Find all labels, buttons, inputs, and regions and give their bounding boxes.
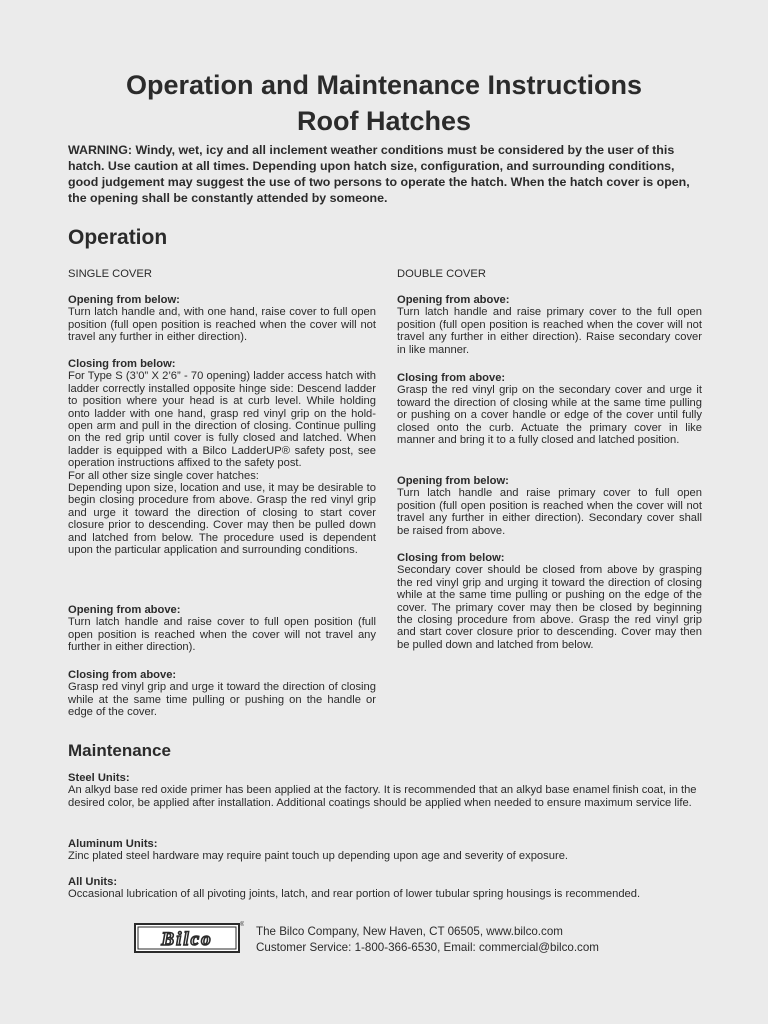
section-text: For all other size single cover hatches: bbox=[68, 469, 259, 482]
section-text: Grasp red vinyl grip and urge it toward the direction of closing while at the same time pulling or pushing on the handle or edge of the cover. bbox=[68, 681, 376, 719]
svg-text:Bilco: Bilco bbox=[161, 929, 213, 950]
section-text: Depending upon size, location and use, it may be desirable to begin closing procedure from above. Grasp the red vinyl grip and urge it toward the direction of closing to start cover closure prior to descending. Cover may then be pulled down and latched from below. The procedure used is dependent upon the particular application and surrounding conditions. bbox=[68, 482, 376, 557]
section-heading: Aluminum Units: bbox=[68, 838, 158, 850]
operation-heading: Operation bbox=[68, 226, 168, 249]
single-opening-below-section bbox=[68, 294, 376, 344]
maintenance-heading: Maintenance bbox=[68, 741, 171, 760]
double-cover-heading: DOUBLE COVER bbox=[397, 268, 486, 280]
section-text: For Type S (3’0” X 2’6” - 70 opening) ladder access hatch with ladder correctly installed opposite hinge side: Descend ladder to position where your head is at curb level. While holding onto ladder with one hand, grasp red vinyl grip on the hold-open arm and pull in the direction of closing. Continue pulling on the red grip until cover is fully closed and latched. When ladder is equipped with a Bilco LadderUP® safety post, see operation instructions affixed to the safety post. bbox=[68, 370, 376, 470]
bilco-logo-graphic bbox=[134, 920, 244, 955]
warning-paragraph: WARNING: Windy, wet, icy and all inclement weather conditions must be considered by the user of this hatch. Use caution at all times. Depending upon hatch size, configuration, and surrounding conditions, good judgement may suggest the use of two persons to operate the hatch. When the hatch cover is open, the opening shall be constantly attended by someone. bbox=[68, 143, 690, 205]
section-heading: Opening from below: bbox=[68, 294, 180, 306]
aluminum-units-section bbox=[68, 838, 702, 863]
section-text: Zinc plated steel hardware may require paint touch up depending upon age and severity of exposure. bbox=[68, 850, 569, 863]
section-text: Occasional lubrication of all pivoting joints, latch, and rear portion of lower tubular spring housings is recommended. bbox=[68, 888, 641, 901]
single-cover-heading: SINGLE COVER bbox=[68, 268, 152, 280]
single-closing-below-section bbox=[68, 358, 376, 557]
section-text: Turn latch handle and raise cover to full open position (full open position is reached when the cover will not travel any further in either direction). bbox=[68, 616, 376, 654]
section-heading: Closing from below: bbox=[68, 358, 176, 370]
all-units-section bbox=[68, 876, 702, 901]
section-heading: Opening from below: bbox=[397, 475, 509, 487]
section-heading: Opening from above: bbox=[68, 604, 181, 616]
footer-contact: Customer Service: 1-800-366-6530, Email: commercial@bilco.com bbox=[256, 941, 599, 954]
section-heading: Opening from above: bbox=[397, 294, 510, 306]
footer-address: The Bilco Company, New Haven, CT 06505, www.bilco.com bbox=[256, 925, 563, 938]
double-opening-above-section bbox=[397, 294, 702, 356]
double-closing-below-section bbox=[397, 552, 702, 651]
svg-text:®: ® bbox=[240, 922, 244, 928]
section-heading: Steel Units: bbox=[68, 772, 130, 784]
section-text: Turn latch handle and raise primary cover to full open position (full open position is reached when the cover will not travel any further in either direction). Secondary cover shall be raised from above. bbox=[397, 487, 702, 537]
section-text: An alkyd base red oxide primer has been applied at the factory. It is recommended that an alkyd base enamel finish coat, in the desired color, be applied after installation. Additional coatings should be applied when needed to ensure maximum service life. bbox=[68, 784, 697, 809]
document-title-line1: Operation and Maintenance Instructions bbox=[125, 70, 643, 100]
section-heading: Closing from above: bbox=[68, 669, 177, 681]
single-opening-above-section bbox=[68, 604, 376, 654]
section-text: Grasp the red vinyl grip on the secondary cover and urge it toward the direction of closing while at the same time pulling or pushing on a cover handle or edge of the cover until fully closed onto the curb. Actuate the primary cover in like manner and bring it to a fully closed and latched position. bbox=[397, 384, 702, 447]
section-text: Secondary cover should be closed from above by grasping the red vinyl grip and urging it toward the direction of closing while at the same time pulling or pushing on the edge of the cover. The primary cover may then be closed by beginning the closing procedure from above. Grasp the red vinyl grip and start cover closure prior to descending. Cover may then be pulled down and latched from below. bbox=[397, 564, 702, 651]
single-closing-above-section bbox=[68, 669, 376, 719]
section-heading: Closing from above: bbox=[397, 372, 506, 384]
steel-units-section bbox=[68, 772, 702, 809]
bilco-logo bbox=[134, 920, 244, 955]
section-text: Turn latch handle and, with one hand, raise cover to full open position (full open position is reached when the cover will not travel any further in either direction). bbox=[68, 306, 376, 344]
section-heading: Closing from below: bbox=[397, 552, 505, 564]
section-text: Turn latch handle and raise primary cover to the full open position (full open position is reached when the cover will not travel any further in either direction). Raise secondary cover in like manner. bbox=[397, 306, 702, 356]
document-title-line2: Roof Hatches bbox=[296, 106, 472, 136]
section-heading: All Units: bbox=[68, 876, 118, 888]
double-closing-above-section bbox=[397, 372, 702, 446]
double-opening-below-section bbox=[397, 475, 702, 537]
